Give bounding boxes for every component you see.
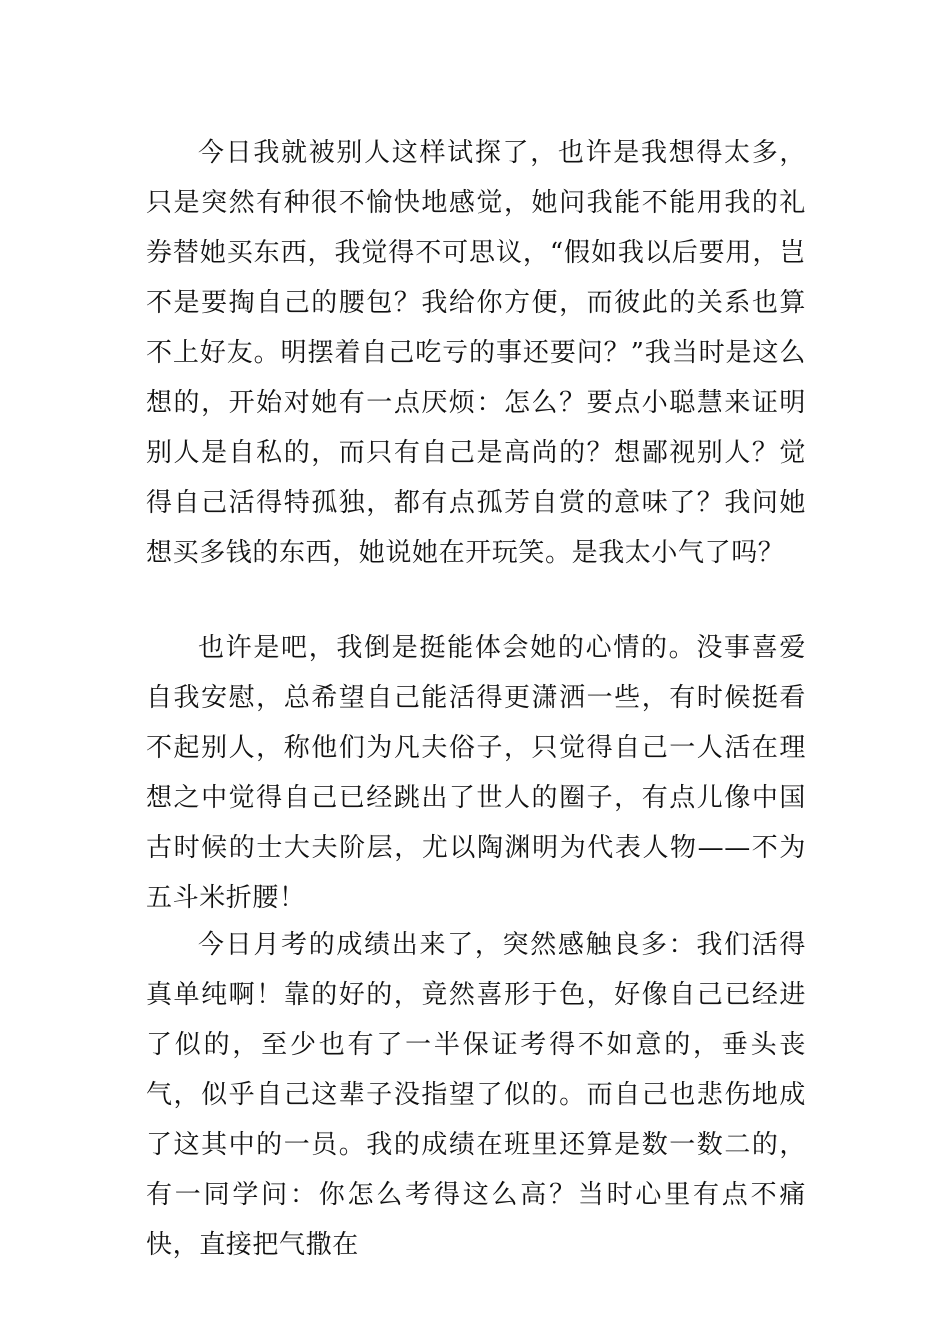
paragraph-1: 今日我就被别人这样试探了，也许是我想得太多，只是突然有种很不愉快地感觉，她问我能不能用我的礼券替她买东西，我觉得不可思议，“假如我以后要用，岂不是要掏自己的腰包？我给你方便，而彼此的关系也算不上好友。明摆着自己吃亏的事还要问？”我当时是这么想的，开始对她有一点厌烦：怎么？要点小聪慧来证明别人是自私的，而只有自己是高尚的？想鄙视别人？觉得自己活得特孤独，都有点孤芳自赏的意味了？我问她想买多钱的东西，她说她在开玩笑。是我太小气了吗？ [146, 138, 806, 568]
paragraph-3: 今日月考的成绩出来了，突然感触良多：我们活得真单纯啊！靠的好的，竟然喜形于色，好像自己已经进了似的，至少也有了一半保证考得不如意的，垂头丧气，似乎自己这辈子没指望了似的。而自己也悲伤地成了这其中的一员。我的成绩在班里还算是数一数二的，有一同学问：你怎么考得这么高？当时心里有点不痛快，直接把气撒在 [146, 930, 806, 1260]
paragraph-2: 也许是吧，我倒是挺能体会她的心情的。没事喜爱自我安慰，总希望自己能活得更潇洒一些，有时候挺看不起别人，称他们为凡夫俗子，只觉得自己一人活在理想之中觉得自己已经跳出了世人的圈子，有点儿像中国古时候的士大夫阶层，尤以陶渊明为代表人物——不为五斗米折腰！ [146, 633, 806, 913]
